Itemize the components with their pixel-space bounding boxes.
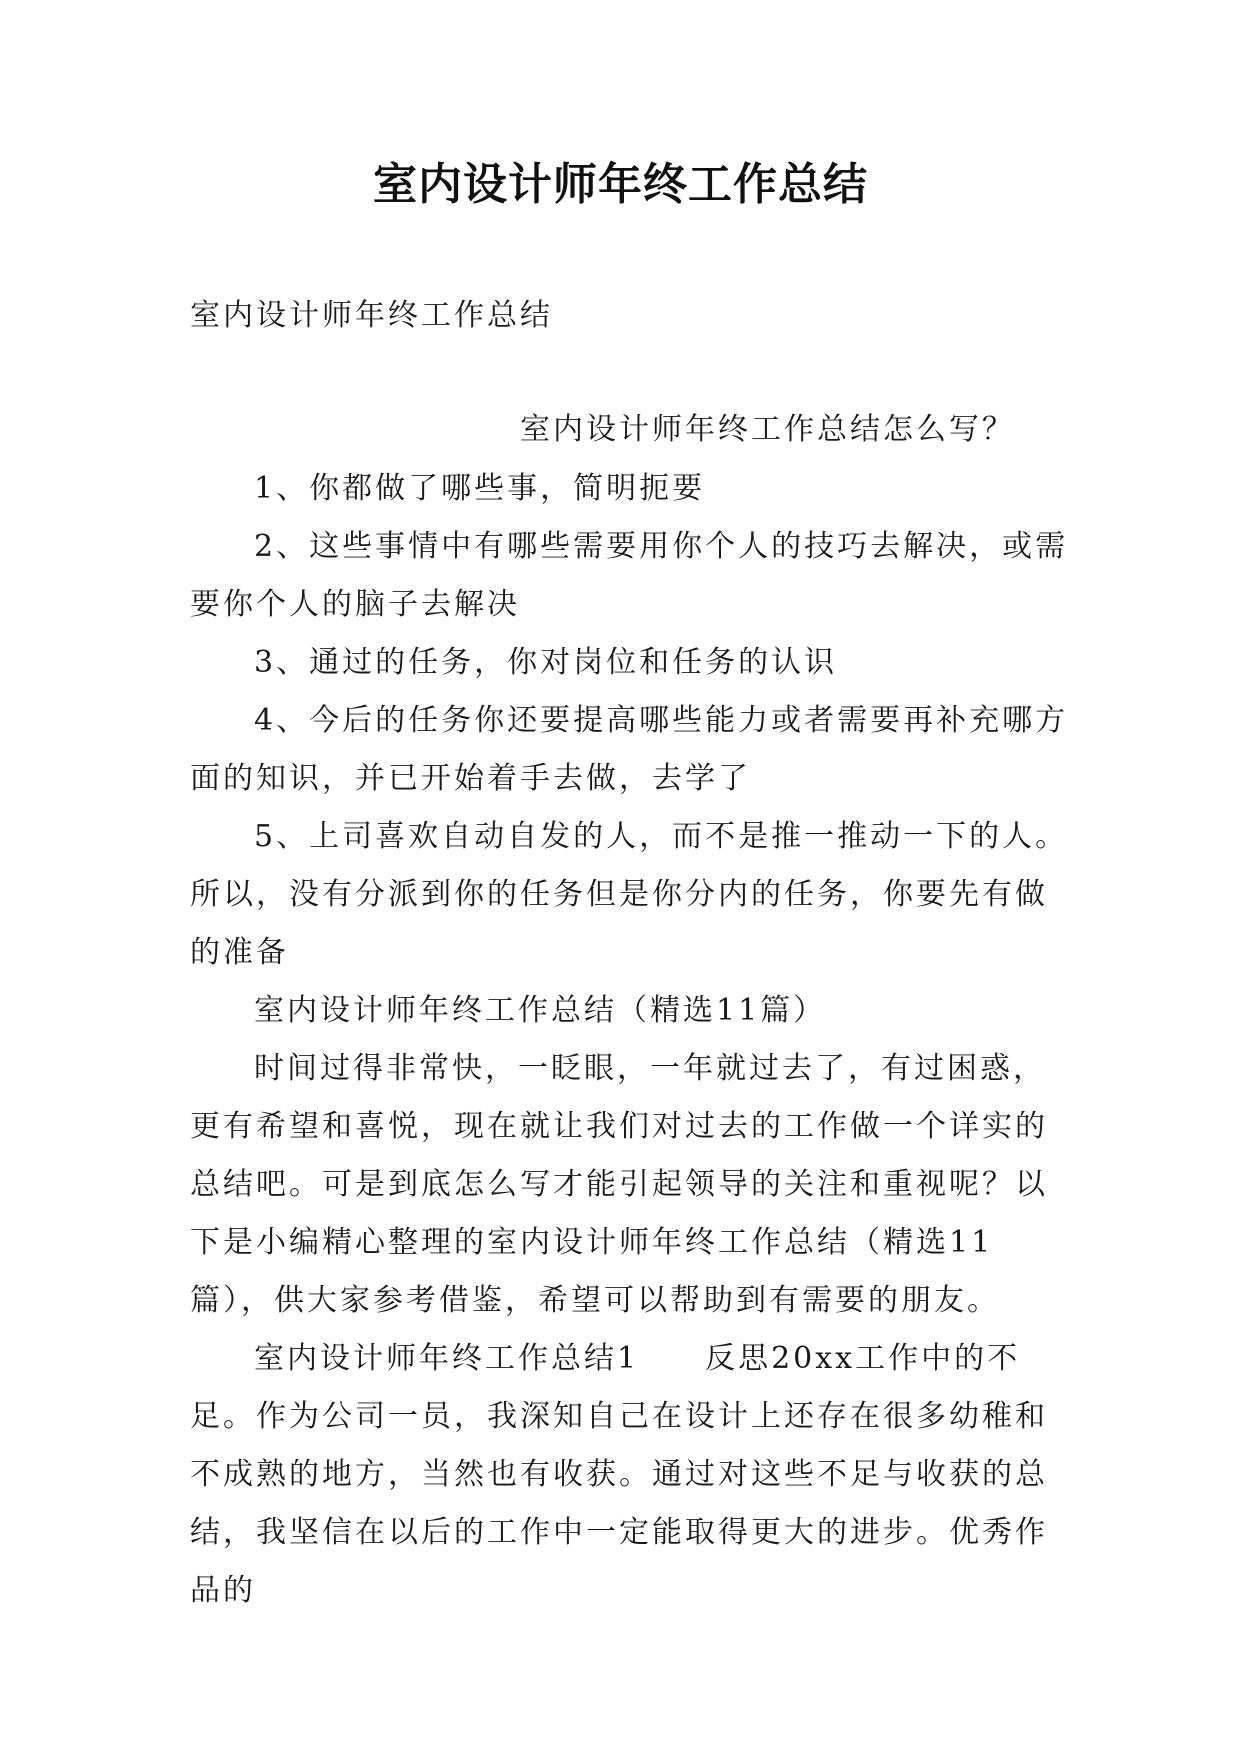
document-subtitle: 室内设计师年终工作总结 bbox=[190, 298, 553, 333]
intro-paragraph: 时间过得非常快，一眨眼，一年就过去了，有过困惑，更有希望和喜悦，现在就让我们对过去的工作做一个详实的总结吧。可是到底怎么写才能引起领导的关注和重视呢？以下是小编精心整理的室内设计师年终工作总结（精选11篇），供大家参考借鉴，希望可以帮助到有需要的朋友。 bbox=[190, 1051, 1048, 1318]
section-question: 室内设计师年终工作总结怎么写？ bbox=[520, 412, 1015, 447]
section-heading: 室内设计师年终工作总结（精选11篇） bbox=[254, 993, 827, 1028]
document-title: 室内设计师年终工作总结 bbox=[373, 159, 868, 210]
paragraph-item-3: 3、通过的任务，你对岗位和任务的认识 bbox=[254, 645, 838, 680]
paragraph-item-2: 2、这些事情中有哪些需要用你个人的技巧去解决，或需要你个人的脑子去解决 bbox=[190, 529, 1069, 622]
paragraph-item-5: 5、上司喜欢自动自发的人，而不是推一推动一下的人。所以，没有分派到你的任务但是你分内的任务，你要先有做的准备 bbox=[190, 819, 1069, 970]
document-body bbox=[190, 460, 1070, 1620]
summary-1-paragraph: 室内设计师年终工作总结1 反思20xx工作中的不足。作为公司一员，我深知自己在设计上还存在很多幼稚和不成熟的地方，当然也有收获。通过对这些不足与收获的总结，我坚信在以后的工作中一定能取得更大的进步。优秀作品的 bbox=[190, 1341, 1048, 1608]
paragraph-item-1: 1、你都做了哪些事，简明扼要 bbox=[254, 471, 706, 506]
paragraph-item-4: 4、今后的任务你还要提高哪些能力或者需要再补充哪方面的知识，并已开始着手去做，去学了 bbox=[190, 703, 1069, 796]
